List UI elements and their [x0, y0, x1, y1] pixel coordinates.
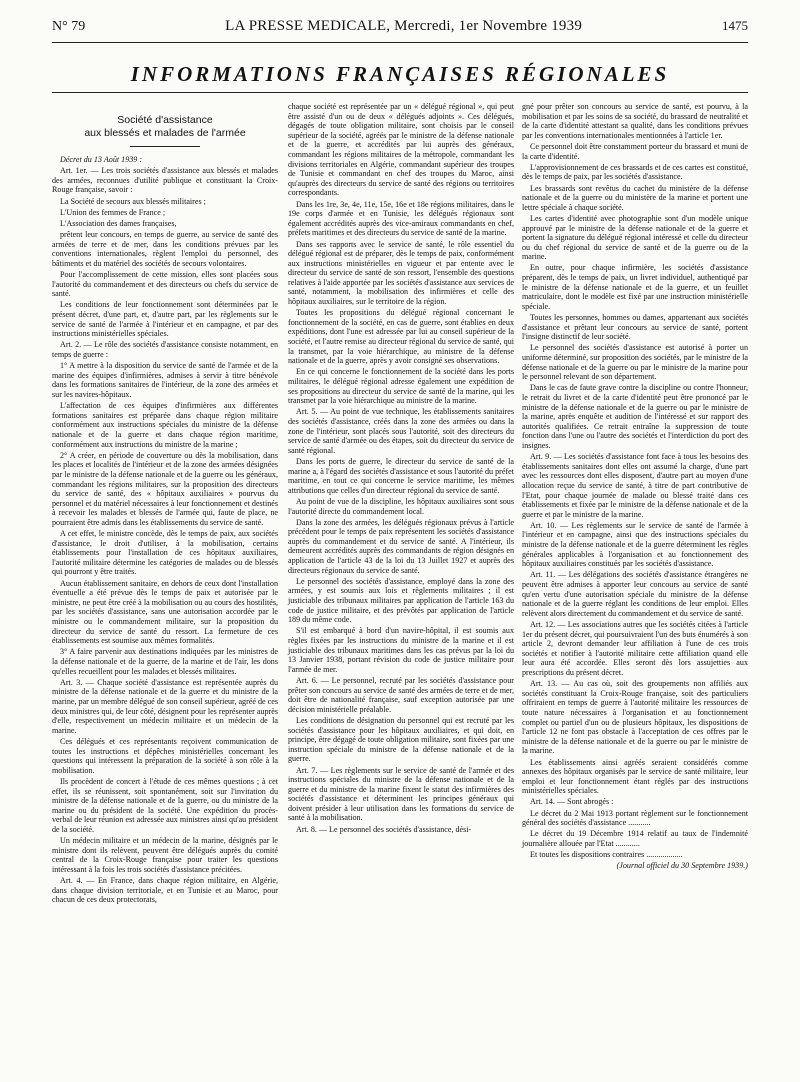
paragraph: Les conditions de leur fonctionnement sont déterminées par le présent décret, d'une part, et, d'autre part, par les règlements sur le service de santé de l'armée à l'intérieur et en campagne, et par des instructions ministérielles spéciales.: [52, 300, 278, 339]
column-3: [522, 102, 748, 873]
paragraph: prêtent leur concours, en temps de guerre, au service de santé des armées de terre et de mer, dans les conditions prévues par les conventions internationales, règlent l'emploi du personnel, des bâtiments et du matériel des sociétés de secours volontaires.: [52, 230, 278, 268]
paragraph: L'Association des dames françaises,: [60, 218, 177, 228]
section-rule: [52, 92, 748, 93]
section-title: INFORMATIONS FRANÇAISES RÉGIONALES: [130, 62, 670, 86]
column-3-body: [522, 102, 748, 860]
paragraph: Le décret du 19 Décembre 1914 relatif au taux de l'indemnité journalière allouée par l'Etat ............: [522, 829, 748, 849]
paragraph: La Société de secours aux blessés militaires ;: [60, 196, 206, 206]
paragraph: Ils procèdent de concert à l'étude de ces mêmes questions ; à cet effet, ils se réunissent, soit spontanément, soit sur l'invitation du ministre de la défense nationale et de la guerre, ou du ministre de la marine ou du président de la société. Une expédition du procès-verbal de leur réunion est adressée aux ministres ainsi qu'au président de la société.: [52, 776, 278, 834]
paragraph: 3° A faire parvenir aux destinations indiquées par les ministres de la défense nationale et de la guerre, de la marine et de l'air, les dons qu'elles recueillent pour les malades et blessés militaires.: [52, 647, 278, 676]
paragraph: Les brassards sont revêtus du cachet du ministère de la défense nationale et de la guerre ou du ministère de la marine et portent une lettre spéciale à chaque société.: [522, 183, 748, 212]
paragraph: L'approvisionnement de ces brassards et de ces cartes est constitué, dès le temps de paix, par les sociétés d'assistance.: [522, 162, 748, 182]
paragraph: Art. 10. — Les règlements sur le service de santé de l'armée à l'intérieur et en campagne, ainsi que des instructions spéciales du ministre de la défense nationale et de la guerre déterminent les règles générales applicables à l'organisation et au fonctionnement des hôpitaux auxiliaires constitués par les sociétés d'assistance.: [522, 520, 748, 569]
paragraph: En ce qui concerne le fonctionnement de la société dans les ports militaires, le délégué régional adresse également une expédition de ses propositions au directeur du service de santé de la marine, qui les transmet par la voie hiérarchique au ministre de la marine.: [288, 367, 514, 406]
paragraph: Aucun établissement sanitaire, en dehors de ceux dont l'installation éventuelle a été prévue dès le temps de paix et autorisée par le ministre, ne peut être créé à la mobilisation ou au cours des hostilités, par les sociétés d'assistance, sans une autorisation accordée par le ministre ou le commandement militaire, sur la proposition du directeur du service de santé du ressort. La fermeture de ces établissements est soumise aux mêmes formalités.: [52, 578, 278, 646]
paragraph: Art. 5. — Au point de vue technique, les établissements sanitaires des sociétés d'assistance, créés dans la zone des armées ou dans la zone de l'intérieur, sont placés sous l'autorité, soit des directeurs du service de santé d'armée ou des étapes, soit du directeur du service de santé régional.: [288, 407, 514, 455]
paragraph: Ce personnel doit être constamment porteur du brassard et muni de la carte d'identité.: [522, 141, 748, 161]
paragraph: Et toutes les dispositions contraires ..................: [530, 850, 683, 860]
column-2: [288, 102, 514, 836]
paragraph: Art. 8. — Le personnel des sociétés d'assistance, dési-: [296, 824, 472, 834]
paragraph: L'Union des femmes de France ;: [60, 207, 166, 217]
paragraph: Toutes les personnes, hommes ou dames, appartenant aux sociétés d'assistance et prêtant leur concours au service de santé, portent l'insigne distinctif de leur société.: [522, 313, 748, 342]
paragraph: Art. 6. — Le personnel, recruté par les sociétés d'assistance pour prêter son concours au service de santé des armées de terre et de mer, doit être de nationalité française, sauf exception autorisée par une décision ministérielle préalable.: [288, 675, 514, 714]
paragraph: Art. 12. — Les associations autres que les sociétés citées à l'article 1er du présent décret, qui poursuivraient l'un des buts énumérés à son article 2, devront demander leur affiliation à l'une de ces trois sociétés et notifier à l'autorité militaire cette affiliation quand elle leur aura été accordée. Elles seront dès lors assujetties aux prescriptions du présent décret.: [522, 620, 748, 677]
paragraph: Les cartes d'identité avec photographie sont d'un modèle unique approuvé par le ministre de la défense nationale et de la guerre et portent la signature du délégué régional intéressé et celle du directeur ou du chef régional du service de santé et de la guerre ou de la marine.: [522, 213, 748, 262]
page-number: 1475: [721, 18, 748, 33]
issue-number: N° 79: [52, 19, 86, 34]
article-title-line-2: aux blessés et malades de l'armée: [84, 127, 246, 139]
paragraph: Les établissements ainsi agréés seraient considérés comme annexes des hôpitaux organisés par le service de santé militaire, leur emploi et leur fonctionnement étant réglés par des instructions ministérielles spéciales.: [522, 757, 748, 796]
paragraph: L'affectation de ces équipes d'infirmières aux différentes formations sanitaires est préparée dans chaque région militaire conformément aux instructions spéciales du ministre de la défense nationale et de la guerre et dans chaque région maritime, conformément aux instructions du ministre de la marine ;: [52, 401, 278, 449]
paragraph: Art. 14. — Sont abrogés :: [530, 797, 614, 807]
paragraph: Toutes les propositions du délégué régional concernant le fonctionnement de la société, en cas de guerre, sont établies en deux expéditions, dont l'une est adressée par lui au conseil supérieur de la société, et l'autre remise au directeur régional du service de santé, qui la transmet, par la voie hiérarchique, au ministre de la défense nationale et de la guerre, après y avoir consigné ses observations.: [288, 308, 514, 366]
paragraph: gné pour prêter son concours au service de santé, est pourvu, à la mobilisation et par les soins de sa société, du brassard de neutralité et de la carte d'identité attestant sa qualité, dans les conditions prévues par les conventions internationales mentionnées à l'article 1er.: [522, 102, 748, 140]
dateline: Décret du 13 Août 1939 :: [60, 155, 143, 164]
paragraph: Ces délégués et ces représentants reçoivent communication de toutes les instructions et dépêches ministérielles concernant les questions qui intéressent la préparation de la société à son rôle à la mobilisation.: [52, 736, 278, 775]
paragraph: Art. 11. — Les délégations des sociétés d'assistance étrangères ne peuvent être admises à apporter leur concours au service de santé qu'en vertu d'une autorisation spéciale du ministre de la défense nationale et de la guerre réglant les conditions de leur emploi. Elles relèvent alors directement du commandement et du service de santé.: [522, 570, 748, 618]
paragraph: Les conditions de désignation du personnel qui est recruté par les sociétés d'assistance pour les hôpitaux auxiliaires, et qui doit, en principe, être dégagé de toute obligation militaire, sont fixées par une instruction spéciale du ministre de la défense nationale et de la guerre.: [288, 715, 514, 764]
paragraph: Art. 2. — Le rôle des sociétés d'assistance consiste notamment, en temps de guerre :: [52, 340, 278, 360]
paragraph: Pour l'accomplissement de cette mission, elles sont placées sous l'autorité du commandement et des directeurs ou chefs du service de santé.: [52, 270, 278, 299]
column-2-body: [288, 102, 514, 834]
paragraph: Art. 3. — Chaque société d'assistance est représentée auprès du ministre de la défense nationale et de la guerre et du ministre de la marine, par un membre délégué de son conseil supérieur, agréé de ces deux ministres qui, de leur côté, désignent pour les représenter auprès d'elle, respectivement un médecin militaire et un médecin de la marine.: [52, 677, 278, 735]
column-1-body: [52, 166, 278, 905]
paragraph: Dans les 1re, 3e, 4e, 11e, 15e, 16e et 18e régions militaires, dans le 19e corps d'armée et en Tunisie, les délégués régionaux sont également accrédités auprès des vice-amiraux commandants en chef, préfets maritimes et des directeurs du service de santé de la marine.: [288, 199, 514, 238]
paragraph: Art. 1er. — Les trois sociétés d'assistance aux blessés et malades des armées, reconnues d'utilité publique et constituant la Croix-Rouge française, savoir :: [52, 166, 278, 195]
paragraph: Dans le cas de faute grave contre la discipline ou contre l'honneur, le retrait du livret et de la carte d'identité peut être prononcé par le ministre de la défense nationale et de la guerre ou par le ministre de la marine, après enquête et audition de l'intéressé et sur rapport des autorités qualifiées. Ce retrait entraîne la suppression de toute fonction dans l'une ou l'autre des sociétés et l'interdiction du port des insignes.: [522, 383, 748, 450]
column-1: [52, 114, 278, 906]
paragraph: Art. 9. — Les sociétés d'assistance font face à tous les besoins des établissements sanitaires dont elles ont assumé la charge, d'une part avec les ressources dont elles disposent, d'autre part au moyen d'une allocation reçue du service de santé, à titre de part contributive de l'Etat, pour chaque journée de malade ou blessé traité dans ces établissements et fixée par le ministre de la défense nationale et de la guerre et par le ministre de la marine.: [522, 452, 748, 519]
paragraph: Dans les ports de guerre, le directeur du service de santé de la marine a, à l'égard des sociétés d'assistance et sous l'autorité du préfet maritime, en tout ce qui concerne le service maritime, les mêmes attributions que celles d'un directeur régional du service de santé.: [288, 456, 514, 495]
paragraph: Un médecin militaire et un médecin de la marine, désignés par le ministre dont ils relèvent, peuvent être délégués auprès du comité central de la Croix-Rouge française pour traiter les questions intéressant à la fois les trois sociétés d'assistance précitées.: [52, 836, 278, 874]
paragraph: Art. 13. — Au cas où, soit des groupements non affiliés aux sociétés constituant la Croix-Rouge française, soit des particuliers offriraient en temps de guerre à l'autorité militaire les ressources de toute nature nécessaires à l'organisation et au fonctionnement complet ou partiel d'un ou de plusieurs hôpitaux, les dispositions de l'article 12 ne font pas obstacle à l'acceptation de ces offres par le ministre de la défense nationale et de la guerre ou par le ministre de la marine.: [522, 679, 748, 756]
paragraph: A cet effet, le ministre concède, dès le temps de paix, aux sociétés d'assistance, le droit d'utiliser, à la mobilisation, certains établissements pour l'installation de ces hôpitaux auxiliaires, l'autorité militaire détermine les catégories de malades ou de blessés qui pourront y être traités.: [52, 529, 278, 577]
paragraph: Dans la zone des armées, les délégués régionaux prévus à l'article précédent pour le temps de paix représentent les sociétés d'assistance auprès du commandement et du service de santé. A l'intérieur, ils demeurent accrédités auprès des commandants de région désignés en application de l'article 43 de la loi du 13 Juillet 1927 et auprès des directeurs régionaux du service de santé.: [288, 517, 514, 575]
header-rule: [52, 42, 748, 43]
paragraph: Le décret du 2 Mai 1913 portant règlement sur le fonctionnement général des sociétés d'assistance ...........: [522, 808, 748, 828]
paragraph: Au point de vue de la discipline, les hôpitaux auxiliaires sont sous l'autorité directe du commandement local.: [288, 496, 514, 516]
paragraph: Le personnel des sociétés d'assistance est autorisé à porter un uniforme déterminé, sur proposition des sociétés, par le ministre de la défense nationale et de la guerre ou par le ministre de la marine pour le personnel relevant de son département.: [522, 343, 748, 382]
source-citation: (Journal officiel du 30 Septembre 1939.): [616, 861, 748, 871]
paragraph: S'il est embarqué à bord d'un navire-hôpital, il est soumis aux règles fixées par les instructions du ministre de la marine et il est justiciable des tribunaux maritimes dans les cas prévus par la loi du 13 Janvier 1938, portant révision du code de justice militaire pour l'armée de mer.: [288, 626, 514, 674]
paragraph: 2° A créer, en période de couverture ou dès la mobilisation, dans les places et localités de l'intérieur et de la zone des armées désignées par le ministre de la défense nationale et de la guerre ou les généraux, commandant les régions militaires, sur la proposition des directeurs du service de santé, des « hôpitaux auxiliaires » pourvus du personnel et du matériel nécessaires à leur fonctionnement et destinés à recevoir les malades et blessés de l'armée qui, faute de place, ne pourraient être admis dans les établissements du service de santé.: [52, 450, 278, 527]
paragraph: Le personnel des sociétés d'assistance, employé dans la zone des armées, y est soumis aux lois et règlements militaires ; il est justiciable des tribunaux militaires par application de l'article 163 du code de justice militaire, et des prévôtés par application de l'article 189 du même code.: [288, 576, 514, 625]
title-rule: [130, 146, 200, 147]
paragraph: Art. 4. — En France, dans chaque région militaire, en Algérie, dans chaque division territoriale, et en Tunisie et au Maroc, pour chacun de ces deux protectorats,: [52, 876, 278, 905]
page-header: [52, 18, 748, 40]
journal-title: LA PRESSE MEDICALE, Mercredi, 1er Novembre 1939: [225, 18, 583, 34]
paragraph: Art. 7. — Les règlements sur le service de santé de l'armée et des instructions spéciales du ministre de la défense nationale et de la guerre et du ministre de la marine fixent le statut des infirmières des sociétés d'assistance et déterminent les principes généraux qui doivent présider à leur utilisation dans les formations du service de santé à la mobilisation.: [288, 765, 514, 823]
paragraph: Dans ses rapports avec le service de santé, le rôle essentiel du délégué régional est de préparer, dès le temps de paix, conformément aux instructions ministérielles en vigueur et par entente avec le directeur du service de santé de son ressort, l'ensemble des questions relatives à l'aide apportée par les sociétés d'assistance aux services de santé, notamment, la mobilisation des infirmières et celle des hôpitaux auxiliaires, sur le territoire de la région.: [288, 239, 514, 307]
article-title: [52, 114, 278, 140]
article-title-line-1: Société d'assistance: [117, 114, 213, 126]
paragraph: 1° A mettre à la disposition du service de santé de l'armée et de la marine des équipes d'infirmières, admises à servir à titre bénévole dans les formations sanitaires de l'intérieur, de la zone des armées et sur les navires-hôpitaux.: [52, 361, 278, 399]
paragraph: En outre, pour chaque infirmière, les sociétés d'assistance préparent, dès le temps de paix, un livret individuel, authentiqué par le ministre de la défense nationale et de la guerre, et un feuillet matriculaire, dont le modèle est fixé par une instruction ministérielle spéciale.: [522, 263, 748, 311]
paragraph: chaque société est représentée par un « délégué régional », qui peut être assisté d'un ou de deux « délégués adjoints ». Ces délégués, dégagés de toute obligation militaire, sont choisis par le conseil supérieur de la société, agréés par le ministre de la défense nationale et de la guerre, et accrédités par lui auprès des généraux, commandant les régions militaires de la métropole, commandant les divisions territoriales en Algérie, commandant supérieur des troupes de Tunisie et commandant en chef des troupes du Maroc, ainsi qu'auprès des directeurs du service de santé des régions ou territoires correspondants.: [288, 102, 514, 198]
